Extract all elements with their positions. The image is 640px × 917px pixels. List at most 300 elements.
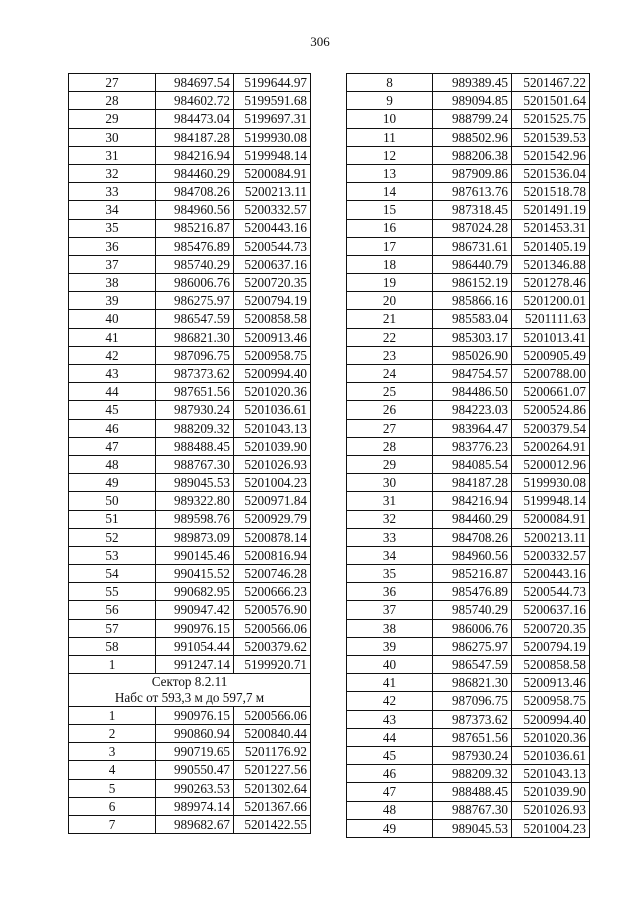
table-row bbox=[347, 419, 590, 437]
point-number: 4 bbox=[69, 761, 156, 779]
section-header-group bbox=[69, 674, 311, 707]
table-row bbox=[347, 401, 590, 419]
x-coordinate: 986547.59 bbox=[433, 656, 512, 674]
table-row bbox=[69, 201, 311, 219]
x-coordinate: 985476.89 bbox=[156, 237, 234, 255]
point-number: 15 bbox=[347, 201, 433, 219]
point-number: 44 bbox=[69, 383, 156, 401]
y-coordinate: 5199591.68 bbox=[234, 92, 311, 110]
x-coordinate: 989045.53 bbox=[433, 819, 512, 837]
x-coordinate: 987096.75 bbox=[156, 346, 234, 364]
x-coordinate: 983776.23 bbox=[433, 437, 512, 455]
table-row bbox=[69, 656, 311, 674]
table-row bbox=[347, 146, 590, 164]
point-number: 57 bbox=[69, 619, 156, 637]
y-coordinate: 5200544.73 bbox=[234, 237, 311, 255]
point-number: 22 bbox=[347, 328, 433, 346]
y-coordinate: 5199697.31 bbox=[234, 110, 311, 128]
y-coordinate: 5200958.75 bbox=[512, 692, 590, 710]
point-number: 34 bbox=[347, 546, 433, 564]
y-coordinate: 5201536.04 bbox=[512, 164, 590, 182]
point-number: 9 bbox=[347, 92, 433, 110]
y-coordinate: 5200878.14 bbox=[234, 528, 311, 546]
x-coordinate: 987651.56 bbox=[433, 728, 512, 746]
y-coordinate: 5201227.56 bbox=[234, 761, 311, 779]
point-number: 38 bbox=[69, 274, 156, 292]
y-coordinate: 5200332.57 bbox=[234, 201, 311, 219]
point-number: 45 bbox=[69, 401, 156, 419]
y-coordinate: 5200994.40 bbox=[234, 365, 311, 383]
x-coordinate: 989094.85 bbox=[433, 92, 512, 110]
point-number: 49 bbox=[69, 474, 156, 492]
x-coordinate: 986440.79 bbox=[433, 255, 512, 273]
point-number: 32 bbox=[69, 164, 156, 182]
y-coordinate: 5200544.73 bbox=[512, 583, 590, 601]
x-coordinate: 989322.80 bbox=[156, 492, 234, 510]
point-number: 32 bbox=[347, 510, 433, 528]
y-coordinate: 5201542.96 bbox=[512, 146, 590, 164]
table-row bbox=[347, 201, 590, 219]
x-coordinate: 986152.19 bbox=[433, 274, 512, 292]
point-number: 43 bbox=[347, 710, 433, 728]
y-coordinate: 5200637.16 bbox=[512, 601, 590, 619]
x-coordinate: 987373.62 bbox=[433, 710, 512, 728]
point-number: 14 bbox=[347, 183, 433, 201]
x-coordinate: 984187.28 bbox=[156, 128, 234, 146]
table-row bbox=[69, 797, 311, 815]
table-row bbox=[347, 274, 590, 292]
y-coordinate: 5201043.13 bbox=[234, 419, 311, 437]
coordinates-table-right bbox=[346, 73, 590, 838]
table-row bbox=[69, 274, 311, 292]
table-row bbox=[69, 92, 311, 110]
y-coordinate: 5201539.53 bbox=[512, 128, 590, 146]
point-number: 23 bbox=[347, 346, 433, 364]
x-coordinate: 990976.15 bbox=[156, 619, 234, 637]
x-coordinate: 986275.97 bbox=[433, 637, 512, 655]
y-coordinate: 5200576.90 bbox=[234, 601, 311, 619]
table-row bbox=[347, 474, 590, 492]
point-number: 41 bbox=[69, 328, 156, 346]
x-coordinate: 989873.09 bbox=[156, 528, 234, 546]
x-coordinate: 984754.57 bbox=[433, 365, 512, 383]
point-number: 39 bbox=[347, 637, 433, 655]
table-row bbox=[347, 110, 590, 128]
x-coordinate: 984187.28 bbox=[433, 474, 512, 492]
table-row bbox=[69, 816, 311, 834]
x-coordinate: 984460.29 bbox=[156, 164, 234, 182]
y-coordinate: 5200213.11 bbox=[512, 528, 590, 546]
y-coordinate: 5200443.16 bbox=[234, 219, 311, 237]
table-row bbox=[69, 492, 311, 510]
y-coordinate: 5201039.90 bbox=[512, 783, 590, 801]
y-coordinate: 5201525.75 bbox=[512, 110, 590, 128]
table-row bbox=[347, 674, 590, 692]
y-coordinate: 5200566.06 bbox=[234, 619, 311, 637]
x-coordinate: 990682.95 bbox=[156, 583, 234, 601]
point-number: 50 bbox=[69, 492, 156, 510]
point-number: 48 bbox=[69, 455, 156, 473]
y-coordinate: 5200905.49 bbox=[512, 346, 590, 364]
x-coordinate: 990860.94 bbox=[156, 725, 234, 743]
point-number: 25 bbox=[347, 383, 433, 401]
point-number: 3 bbox=[69, 743, 156, 761]
point-number: 45 bbox=[347, 746, 433, 764]
table-row bbox=[347, 637, 590, 655]
point-number: 56 bbox=[69, 601, 156, 619]
y-coordinate: 5200794.19 bbox=[234, 292, 311, 310]
point-number: 52 bbox=[69, 528, 156, 546]
point-number: 44 bbox=[347, 728, 433, 746]
table-row bbox=[347, 601, 590, 619]
y-coordinate: 5201367.66 bbox=[234, 797, 311, 815]
point-number: 42 bbox=[69, 346, 156, 364]
x-coordinate: 989045.53 bbox=[156, 474, 234, 492]
y-coordinate: 5199948.14 bbox=[512, 492, 590, 510]
y-coordinate: 5200816.94 bbox=[234, 546, 311, 564]
x-coordinate: 984223.03 bbox=[433, 401, 512, 419]
table-row bbox=[347, 164, 590, 182]
table-row bbox=[69, 419, 311, 437]
point-number: 29 bbox=[347, 455, 433, 473]
table-row bbox=[69, 74, 311, 92]
table-row bbox=[69, 637, 311, 655]
x-coordinate: 985740.29 bbox=[433, 601, 512, 619]
y-coordinate: 5200971.84 bbox=[234, 492, 311, 510]
point-number: 5 bbox=[69, 779, 156, 797]
x-coordinate: 985026.90 bbox=[433, 346, 512, 364]
y-coordinate: 5201491.19 bbox=[512, 201, 590, 219]
x-coordinate: 987024.28 bbox=[433, 219, 512, 237]
table-row bbox=[69, 761, 311, 779]
table-row bbox=[347, 237, 590, 255]
x-coordinate: 984960.56 bbox=[433, 546, 512, 564]
left-table-body-bottom bbox=[69, 706, 311, 833]
y-coordinate: 5201422.55 bbox=[234, 816, 311, 834]
point-number: 51 bbox=[69, 510, 156, 528]
point-number: 26 bbox=[347, 401, 433, 419]
y-coordinate: 5200913.46 bbox=[234, 328, 311, 346]
y-coordinate: 5201039.90 bbox=[234, 437, 311, 455]
table-row bbox=[69, 706, 311, 724]
x-coordinate: 985866.16 bbox=[433, 292, 512, 310]
table-row bbox=[347, 765, 590, 783]
y-coordinate: 5200443.16 bbox=[512, 565, 590, 583]
table-row bbox=[69, 601, 311, 619]
point-number: 30 bbox=[347, 474, 433, 492]
table-row bbox=[69, 437, 311, 455]
x-coordinate: 984486.50 bbox=[433, 383, 512, 401]
table-row bbox=[69, 310, 311, 328]
point-number: 54 bbox=[69, 565, 156, 583]
point-number: 28 bbox=[347, 437, 433, 455]
point-number: 27 bbox=[69, 74, 156, 92]
y-coordinate: 5200994.40 bbox=[512, 710, 590, 728]
point-number: 12 bbox=[347, 146, 433, 164]
x-coordinate: 985583.04 bbox=[433, 310, 512, 328]
coordinates-table-left bbox=[68, 73, 311, 834]
table-row bbox=[347, 74, 590, 92]
table-row bbox=[69, 110, 311, 128]
x-coordinate: 987930.24 bbox=[156, 401, 234, 419]
point-number: 31 bbox=[69, 146, 156, 164]
section-header-cell bbox=[69, 674, 311, 707]
y-coordinate: 5200666.23 bbox=[234, 583, 311, 601]
table-row bbox=[69, 164, 311, 182]
y-coordinate: 5200746.28 bbox=[234, 565, 311, 583]
x-coordinate: 984697.54 bbox=[156, 74, 234, 92]
point-number: 11 bbox=[347, 128, 433, 146]
x-coordinate: 990550.47 bbox=[156, 761, 234, 779]
x-coordinate: 986821.30 bbox=[433, 674, 512, 692]
x-coordinate: 986547.59 bbox=[156, 310, 234, 328]
point-number: 33 bbox=[69, 183, 156, 201]
y-coordinate: 5200840.44 bbox=[234, 725, 311, 743]
point-number: 58 bbox=[69, 637, 156, 655]
y-coordinate: 5200858.58 bbox=[512, 656, 590, 674]
table-row bbox=[347, 528, 590, 546]
y-coordinate: 5200379.54 bbox=[512, 419, 590, 437]
x-coordinate: 984473.04 bbox=[156, 110, 234, 128]
table-row bbox=[347, 510, 590, 528]
x-coordinate: 987909.86 bbox=[433, 164, 512, 182]
x-coordinate: 990976.15 bbox=[156, 706, 234, 724]
table-row bbox=[347, 183, 590, 201]
y-coordinate: 5200913.46 bbox=[512, 674, 590, 692]
x-coordinate: 986006.76 bbox=[156, 274, 234, 292]
point-number: 46 bbox=[69, 419, 156, 437]
y-coordinate: 5200566.06 bbox=[234, 706, 311, 724]
point-number: 36 bbox=[347, 583, 433, 601]
x-coordinate: 987373.62 bbox=[156, 365, 234, 383]
point-number: 13 bbox=[347, 164, 433, 182]
x-coordinate: 984602.72 bbox=[156, 92, 234, 110]
table-row bbox=[347, 455, 590, 473]
table-row bbox=[69, 725, 311, 743]
y-coordinate: 5201004.23 bbox=[234, 474, 311, 492]
y-coordinate: 5200084.91 bbox=[512, 510, 590, 528]
point-number: 48 bbox=[347, 801, 433, 819]
y-coordinate: 5199930.08 bbox=[234, 128, 311, 146]
point-number: 35 bbox=[69, 219, 156, 237]
y-coordinate: 5201453.31 bbox=[512, 219, 590, 237]
table-row bbox=[69, 779, 311, 797]
table-row bbox=[347, 328, 590, 346]
section-title: Сектор 8.2.11 bbox=[151, 674, 228, 690]
table-row bbox=[69, 292, 311, 310]
x-coordinate: 984216.94 bbox=[433, 492, 512, 510]
x-coordinate: 985216.87 bbox=[433, 565, 512, 583]
y-coordinate: 5200213.11 bbox=[234, 183, 311, 201]
y-coordinate: 5200637.16 bbox=[234, 255, 311, 273]
x-coordinate: 991247.14 bbox=[156, 656, 234, 674]
point-number: 38 bbox=[347, 619, 433, 637]
table-row bbox=[69, 583, 311, 601]
x-coordinate: 985740.29 bbox=[156, 255, 234, 273]
y-coordinate: 5201004.23 bbox=[512, 819, 590, 837]
table-row bbox=[69, 619, 311, 637]
point-number: 34 bbox=[69, 201, 156, 219]
point-number: 6 bbox=[69, 797, 156, 815]
x-coordinate: 984460.29 bbox=[433, 510, 512, 528]
table-row bbox=[347, 710, 590, 728]
table-row bbox=[69, 455, 311, 473]
y-coordinate: 5200858.58 bbox=[234, 310, 311, 328]
point-number: 1 bbox=[69, 706, 156, 724]
x-coordinate: 988767.30 bbox=[156, 455, 234, 473]
y-coordinate: 5201020.36 bbox=[512, 728, 590, 746]
point-number: 39 bbox=[69, 292, 156, 310]
table-row bbox=[347, 728, 590, 746]
table-row bbox=[347, 819, 590, 837]
point-number: 47 bbox=[69, 437, 156, 455]
x-coordinate: 985476.89 bbox=[433, 583, 512, 601]
x-coordinate: 988799.24 bbox=[433, 110, 512, 128]
table-row bbox=[69, 219, 311, 237]
x-coordinate: 991054.44 bbox=[156, 637, 234, 655]
x-coordinate: 986275.97 bbox=[156, 292, 234, 310]
x-coordinate: 983964.47 bbox=[433, 419, 512, 437]
x-coordinate: 986006.76 bbox=[433, 619, 512, 637]
y-coordinate: 5200012.96 bbox=[512, 455, 590, 473]
y-coordinate: 5201013.41 bbox=[512, 328, 590, 346]
point-number: 10 bbox=[347, 110, 433, 128]
y-coordinate: 5200332.57 bbox=[512, 546, 590, 564]
x-coordinate: 985303.17 bbox=[433, 328, 512, 346]
y-coordinate: 5200958.75 bbox=[234, 346, 311, 364]
point-number: 30 bbox=[69, 128, 156, 146]
point-number: 37 bbox=[347, 601, 433, 619]
x-coordinate: 990947.42 bbox=[156, 601, 234, 619]
x-coordinate: 984216.94 bbox=[156, 146, 234, 164]
point-number: 36 bbox=[69, 237, 156, 255]
table-row bbox=[69, 146, 311, 164]
table-row bbox=[69, 528, 311, 546]
table-row bbox=[69, 510, 311, 528]
x-coordinate: 985216.87 bbox=[156, 219, 234, 237]
x-coordinate: 989974.14 bbox=[156, 797, 234, 815]
left-table-body-top bbox=[69, 74, 311, 674]
point-number: 27 bbox=[347, 419, 433, 437]
table-row bbox=[69, 183, 311, 201]
point-number: 47 bbox=[347, 783, 433, 801]
table-row bbox=[69, 328, 311, 346]
table-row bbox=[347, 783, 590, 801]
point-number: 41 bbox=[347, 674, 433, 692]
y-coordinate: 5201026.93 bbox=[234, 455, 311, 473]
table-row bbox=[347, 565, 590, 583]
table-row bbox=[69, 346, 311, 364]
x-coordinate: 989598.76 bbox=[156, 510, 234, 528]
table-row bbox=[69, 237, 311, 255]
x-coordinate: 984708.26 bbox=[156, 183, 234, 201]
point-number: 55 bbox=[69, 583, 156, 601]
x-coordinate: 988502.96 bbox=[433, 128, 512, 146]
y-coordinate: 5201467.22 bbox=[512, 74, 590, 92]
table-row bbox=[347, 92, 590, 110]
point-number: 8 bbox=[347, 74, 433, 92]
table-row bbox=[347, 746, 590, 764]
table-row bbox=[347, 383, 590, 401]
point-number: 28 bbox=[69, 92, 156, 110]
point-number: 35 bbox=[347, 565, 433, 583]
x-coordinate: 987651.56 bbox=[156, 383, 234, 401]
y-coordinate: 5201501.64 bbox=[512, 92, 590, 110]
x-coordinate: 988209.32 bbox=[156, 419, 234, 437]
table-row bbox=[347, 292, 590, 310]
table-row bbox=[347, 255, 590, 273]
table-row bbox=[69, 743, 311, 761]
y-coordinate: 5201036.61 bbox=[234, 401, 311, 419]
y-coordinate: 5199948.14 bbox=[234, 146, 311, 164]
point-number: 29 bbox=[69, 110, 156, 128]
point-number: 40 bbox=[347, 656, 433, 674]
x-coordinate: 988488.45 bbox=[433, 783, 512, 801]
y-coordinate: 5201302.64 bbox=[234, 779, 311, 797]
y-coordinate: 5199920.71 bbox=[234, 656, 311, 674]
y-coordinate: 5200720.35 bbox=[234, 274, 311, 292]
point-number: 24 bbox=[347, 365, 433, 383]
table-row bbox=[69, 546, 311, 564]
y-coordinate: 5201043.13 bbox=[512, 765, 590, 783]
point-number: 17 bbox=[347, 237, 433, 255]
y-coordinate: 5199930.08 bbox=[512, 474, 590, 492]
y-coordinate: 5201026.93 bbox=[512, 801, 590, 819]
table-row bbox=[347, 437, 590, 455]
point-number: 19 bbox=[347, 274, 433, 292]
x-coordinate: 986821.30 bbox=[156, 328, 234, 346]
table-row bbox=[347, 365, 590, 383]
y-coordinate: 5200720.35 bbox=[512, 619, 590, 637]
point-number: 20 bbox=[347, 292, 433, 310]
x-coordinate: 987930.24 bbox=[433, 746, 512, 764]
table-row bbox=[347, 310, 590, 328]
point-number: 1 bbox=[69, 656, 156, 674]
x-coordinate: 987318.45 bbox=[433, 201, 512, 219]
table-row bbox=[347, 583, 590, 601]
y-coordinate: 5200524.86 bbox=[512, 401, 590, 419]
table-row bbox=[69, 255, 311, 273]
x-coordinate: 990145.46 bbox=[156, 546, 234, 564]
point-number: 49 bbox=[347, 819, 433, 837]
y-coordinate: 5201200.01 bbox=[512, 292, 590, 310]
x-coordinate: 986731.61 bbox=[433, 237, 512, 255]
x-coordinate: 988206.38 bbox=[433, 146, 512, 164]
y-coordinate: 5201036.61 bbox=[512, 746, 590, 764]
x-coordinate: 989389.45 bbox=[433, 74, 512, 92]
x-coordinate: 987096.75 bbox=[433, 692, 512, 710]
point-number: 7 bbox=[69, 816, 156, 834]
y-coordinate: 5201518.78 bbox=[512, 183, 590, 201]
table-row bbox=[69, 128, 311, 146]
point-number: 18 bbox=[347, 255, 433, 273]
right-table-body bbox=[347, 74, 590, 838]
table-row bbox=[347, 128, 590, 146]
table-row bbox=[69, 365, 311, 383]
y-coordinate: 5199644.97 bbox=[234, 74, 311, 92]
point-number: 37 bbox=[69, 255, 156, 273]
table-row bbox=[69, 474, 311, 492]
y-coordinate: 5201278.46 bbox=[512, 274, 590, 292]
y-coordinate: 5201020.36 bbox=[234, 383, 311, 401]
x-coordinate: 988488.45 bbox=[156, 437, 234, 455]
x-coordinate: 984708.26 bbox=[433, 528, 512, 546]
x-coordinate: 988767.30 bbox=[433, 801, 512, 819]
table-row bbox=[347, 692, 590, 710]
x-coordinate: 987613.76 bbox=[433, 183, 512, 201]
x-coordinate: 984085.54 bbox=[433, 455, 512, 473]
x-coordinate: 990415.52 bbox=[156, 565, 234, 583]
